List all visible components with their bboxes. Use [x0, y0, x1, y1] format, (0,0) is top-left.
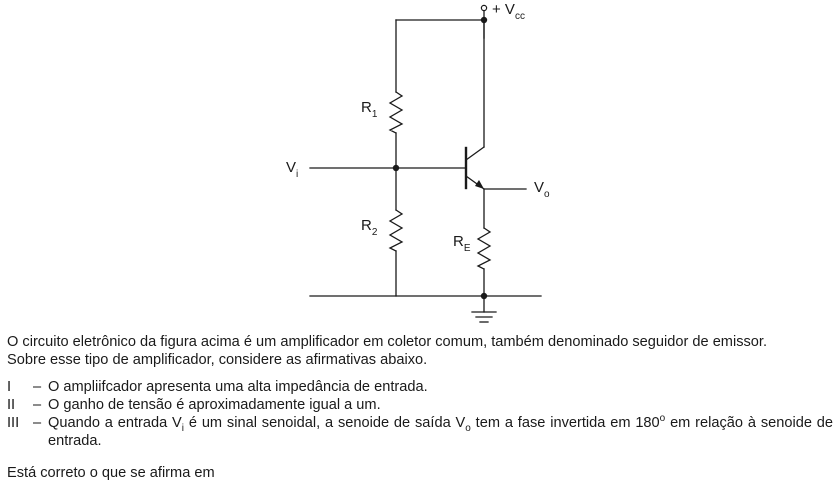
affirmative-1 [7, 378, 833, 396]
r2-label: $R_2$ [361, 217, 378, 238]
emitter-arrow [475, 180, 484, 189]
affirmative-1-text: O ampliifcador apresenta uma alta impedância de entrada. [48, 379, 428, 395]
re-resistor [478, 228, 490, 269]
question-prompt: Está correto o que se afirma em [7, 465, 215, 481]
affirmative-2-number: II [7, 397, 16, 413]
affirmatives-list [7, 378, 833, 450]
junction-top [481, 17, 487, 23]
r1-resistor [390, 92, 402, 133]
r2-resistor [390, 210, 402, 251]
affirmative-1-number: I [7, 379, 12, 395]
affirmative-2 [7, 396, 833, 414]
affirmative-1-dash: – [33, 379, 42, 395]
vcc-terminal [481, 5, 486, 10]
statement-line-2: Sobre esse tipo de amplificador, considere as afirmativas abaixo. [7, 352, 428, 368]
vcc-label: + $V_{cc}$ [492, 1, 525, 22]
vo-label: $V_o$ [534, 179, 550, 200]
re-label: $R_E$ [453, 233, 471, 254]
r1-label: $R_1$ [361, 99, 378, 120]
affirmative-2-text: O ganho de tensão é aproximadamente igual a um. [48, 397, 381, 413]
affirmative-3-text: Quando a entrada $V_i$ é um sinal senoidal, a senoide de saída $V_o$ tem a fase invertida em 180$^o$ em relação à senoide de entrada. [48, 413, 834, 449]
affirmative-3-number: III [7, 415, 20, 431]
affirmative-3-dash: – [33, 415, 42, 431]
affirmative-2-dash: – [33, 397, 42, 413]
vi-label: $V_i$ [286, 159, 299, 180]
transistor-collector [466, 147, 484, 160]
junction-base [393, 165, 399, 171]
junction-ground [481, 293, 487, 299]
affirmative-3 [7, 414, 833, 450]
statement-line-1: O circuito eletrônico da figura acima é um amplificador em coletor comum, também denominado seguidor de emissor. [7, 334, 768, 350]
question-statement [7, 333, 833, 369]
